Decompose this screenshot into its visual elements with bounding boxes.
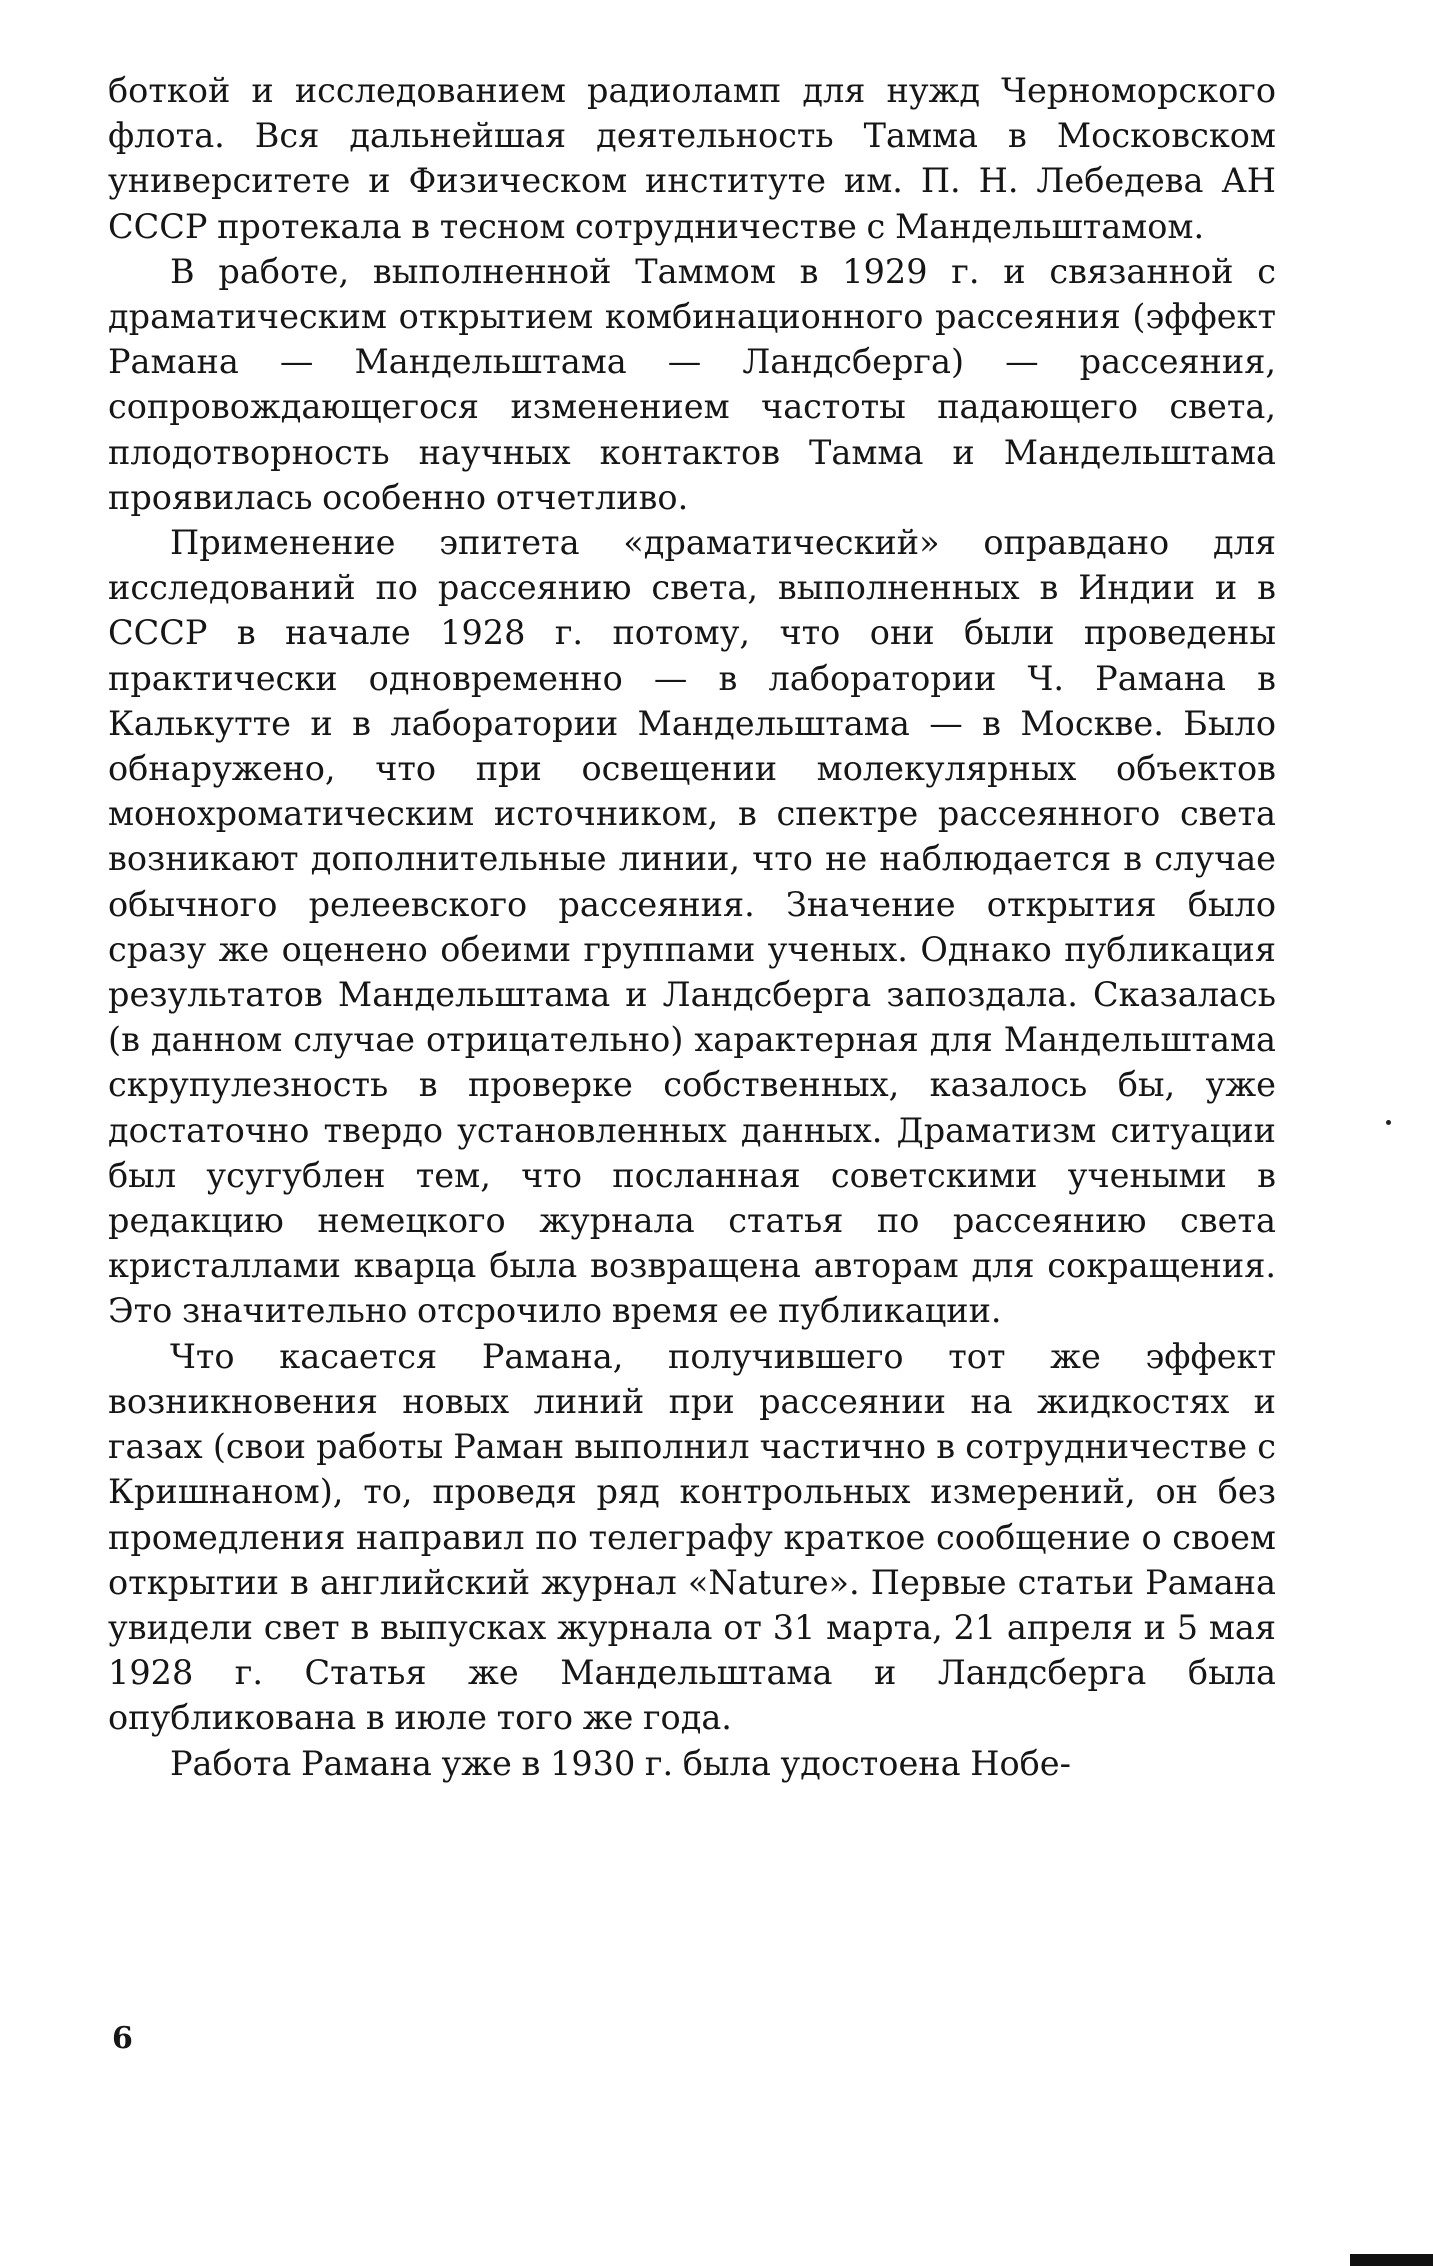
paragraph-raman-nature-publication: Что касается Рамана, получившего тот же эффект возникновения новых линий при рассеянии на жидкостях и газах (свои работы Раман выполнил частично в сотрудничестве с Кришнаном), то, проведя ряд контрольных измерений, он без промедления направил по телеграфу краткое сообщение о своем открытии в английский журнал «Nature». Первые статьи Рамана увидели свет в выпусках журнала от 31 марта, 21 апреля и 5 мая 1928 г. Статья же Мандельштама и Ландсберга была опубликована в июле того же года. — [108, 1336, 1276, 1738]
paragraph-nobel-fragment: Работа Рамана уже в 1930 г. была удостоена Нобе- — [170, 1743, 1071, 1783]
scan-edge-mark — [1350, 2254, 1433, 2266]
page-number: 6 — [112, 2021, 133, 2056]
scan-speck-mark — [1386, 1120, 1391, 1125]
book-page-text — [108, 68, 1276, 1786]
paragraph-tamm-mandelstam-collaboration: боткой и исследованием радиоламп для нужд Черноморского флота. Вся дальнейшая деятельность Тамма в Московском университете и Физическом институте им. П. Н. Лебедева АН СССР протекала в тесном сотрудничестве с Мандельштамом. — [108, 71, 1276, 246]
paragraph-combination-scattering: В работе, выполненной Таммом в 1929 г. и связанной с драматическим открытием комбинационного рассеяния (эффект Рамана — Мандельштама — Ландсберга) — рассеяния, сопровождающегося изменением частоты падающего света, плодотворность научных контактов Тамма и Мандельштама проявилась особенно отчетливо. — [108, 251, 1276, 517]
paragraph-dramatic-epithet: Применение эпитета «драматический» оправдано для исследований по рассеянию света, выполненных в Индии и в СССР в начале 1928 г. потому, что они были проведены практически одновременно — в лаборатории Ч. Рамана в Калькутте и в лаборатории Мандельштама — в Москве. Было обнаружено, что при освещении молекулярных объектов монохроматическим источником, в спектре рассеянного света возникают дополнительные линии, что не наблюдается в случае обычного релеевского рассеяния. Значение открытия было сразу же оценено обеими группами ученых. Однако публикация результатов Мандельштама и Ландсберга запоздала. Сказалась (в данном случае отрицательно) характерная для Мандельштама скрупулезность в проверке собственных, казалось бы, уже достаточно твердо установленных данных. Драматизм ситуации был усугублен тем, что посланная советскими учеными в редакцию немецкого журнала статья по рассеянию света кристаллами кварца была возвращена авторам для сокращения. Это значительно отсрочило время ее публикации. — [108, 523, 1276, 1331]
